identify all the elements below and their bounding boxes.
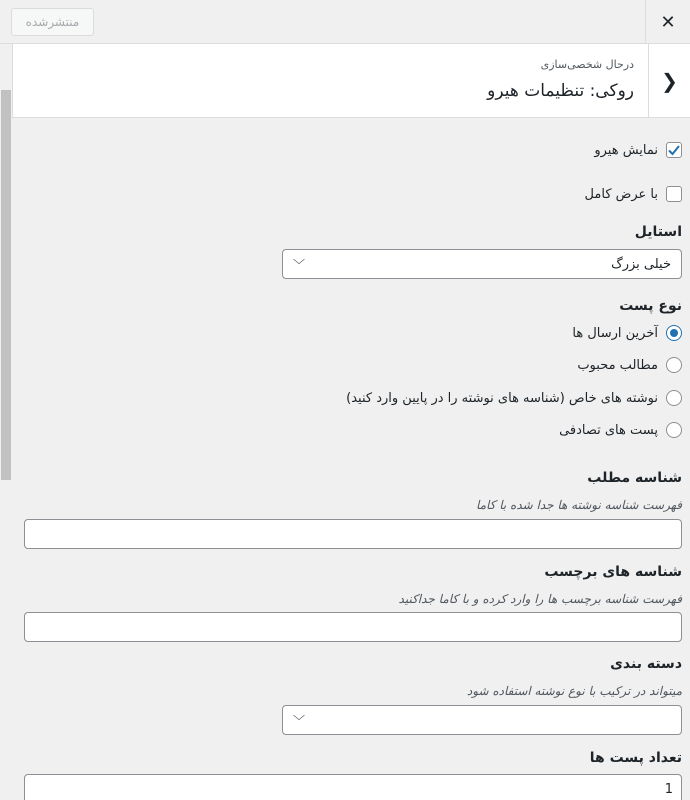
style-select-value: خیلی بزرگ (611, 256, 671, 272)
post-type-option-popular[interactable] (577, 355, 682, 375)
controls-panel (12, 118, 690, 800)
full-width-label: با عرض کامل (584, 186, 658, 202)
close-icon[interactable]: ✕ (645, 0, 690, 44)
radio-popular[interactable] (666, 357, 682, 373)
style-select[interactable] (282, 249, 682, 279)
style-label: استایل (634, 224, 682, 240)
section-header (12, 44, 690, 118)
customizer-topbar (0, 0, 690, 44)
scrollbar-thumb[interactable] (1, 90, 11, 480)
publish-button[interactable]: منتشرشده (11, 8, 94, 36)
option-label: مطالب محبوب (577, 357, 658, 373)
post-count-label: تعداد پست ها (589, 750, 682, 766)
scrollbar-track[interactable] (0, 44, 12, 800)
category-description: میتواند در ترکیب با نوع نوشته استفاده شود (466, 684, 682, 698)
radio-latest[interactable] (666, 325, 682, 341)
tag-ids-description: فهرست شناسه برچسب ها را وارد کرده و با کاما جداکنید (398, 592, 682, 606)
radio-specific[interactable] (666, 390, 682, 406)
show-hero-control[interactable] (594, 140, 682, 160)
option-label: آخرین ارسال ها (572, 325, 658, 341)
breadcrumb: درحال شخصی‌سازی (540, 58, 634, 71)
chevron-left-icon[interactable]: ❯ (648, 44, 690, 118)
post-ids-label: شناسه مطلب (587, 470, 682, 486)
category-select[interactable] (282, 705, 682, 735)
chevron-down-icon: ﹀ (293, 713, 306, 728)
option-label: نوشته های خاص (شناسه های نوشته را در پایین وارد کنید) (346, 390, 658, 406)
post-type-option-random[interactable] (559, 420, 682, 440)
post-count-input[interactable]: 1 (24, 774, 682, 800)
checkmark-icon (667, 143, 681, 157)
post-type-option-latest[interactable] (572, 323, 682, 343)
post-ids-description: فهرست شناسه نوشته ها جدا شده با کاما (475, 498, 682, 512)
full-width-checkbox[interactable] (666, 186, 682, 202)
section-title: روکی: تنظیمات هیرو (487, 81, 634, 101)
tag-ids-input[interactable] (24, 612, 682, 642)
post-ids-input[interactable] (24, 519, 682, 549)
chevron-down-icon: ﹀ (293, 257, 306, 272)
category-label: دسته بندی (610, 656, 682, 672)
radio-random[interactable] (666, 422, 682, 438)
post-type-option-specific[interactable] (346, 388, 682, 408)
show-hero-checkbox[interactable] (666, 142, 682, 158)
full-width-control[interactable] (585, 184, 682, 204)
post-type-label: نوع پست (619, 298, 682, 314)
tag-ids-label: شناسه های برچسب (544, 564, 682, 580)
show-hero-label: نمایش هیرو (594, 142, 658, 158)
option-label: پست های تصادفی (559, 422, 658, 438)
